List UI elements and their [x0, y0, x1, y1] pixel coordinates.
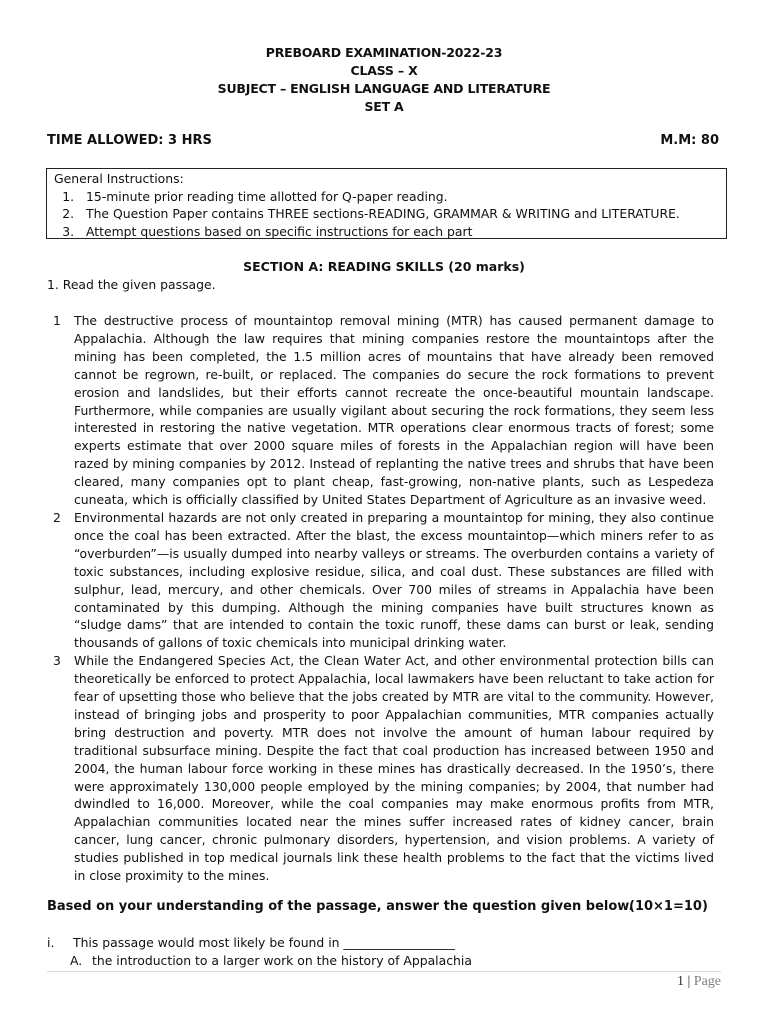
instructions-title: General Instructions: — [54, 171, 184, 186]
question-number: i. — [47, 935, 55, 950]
questions-marks: (10×1=10) — [629, 899, 708, 914]
page-separator: | — [687, 974, 691, 989]
exam-title: PREBOARD EXAMINATION-2022-23 — [265, 45, 503, 60]
paragraph-text: Environmental hazards are not only created in preparing a mountaintop for mining, they also continue once the coal has been extracted. After the blast, the excess mountaintop—which miners refer to as “overburden”—is usually dumped into nearby valleys or streams. The overburden contains a variety of toxic substances, including explosive residue, silica, and coal dust. These substances are filled with sulphur, lead, mercury, and other chemicals. Over 700 miles of streams in Appalachia have been contaminated by this dumping. Although the mining companies have built structures known as “sludge dams” that are intended to contain the toxic runoff, these dams can burst or leak, sending thousands of gallons of toxic chemicals into municipal drinking water. — [74, 509, 714, 651]
option-label: A. — [70, 953, 83, 968]
page-footer — [677, 974, 721, 990]
exam-header — [0, 44, 768, 116]
reading-passage — [47, 312, 714, 885]
instruction-item: 2. The Question Paper contains THREE sections-READING, GRAMMAR & WRITING and LITERATURE. — [78, 205, 726, 223]
paragraph-number: 1 — [53, 313, 61, 328]
paragraph-number: 2 — [53, 509, 61, 525]
option-text: the introduction to a larger work on the history of Appalachia — [92, 953, 472, 968]
passage-paragraph — [47, 652, 714, 885]
passage-paragraph — [47, 509, 714, 652]
page-number: 1 — [676, 974, 684, 989]
questions-heading: Based on your understanding of the passage, answer the question given below. — [47, 899, 634, 914]
general-instructions-box — [46, 168, 727, 239]
instruction-item: 1. 15-minute prior reading time allotted for Q-paper reading. — [78, 188, 726, 206]
set-label: SET A — [364, 99, 404, 114]
section-title: SECTION A: READING SKILLS (20 marks) — [243, 259, 525, 274]
passage-paragraph — [47, 312, 714, 509]
paragraph-number: 3 — [53, 653, 61, 669]
question-option — [70, 953, 472, 968]
instructions-list — [54, 188, 726, 241]
time-allowed: TIME ALLOWED: 3 HRS — [47, 133, 212, 148]
paragraph-text: While the Endangered Species Act, the Clean Water Act, and other environmental protection bills can theoretically be enforced to protect Appalachia, local lawmakers have been reluctant to take action for fear of upsetting those who believe that the jobs created by MTR are vital to the community. However, instead of bringing jobs and prosperity to poor Appalachian communities, MTR companies actually bring destruction and poverty. MTR does not involve the amount of human labour required by traditional subsurface mining. Despite the fact that coal production has increased between 1950 and 2004, the human labour force working in these mines has drastically decreased. In the 1950’s, there were approximately 130,000 people employed by the mining companies; by 2004, that number had dwindled to 16,000. Moreover, while the coal companies may make enormous profits from MTR, Appalachian communities located near the mines suffer increased rates of kidney cancer, brain cancer, lung cancer, chronic pulmonary disorders, hypertension, and vision problems. A variety of studies published in top medical journals link these health problems to the fact that the victims lived in close proximity to the mines. — [74, 653, 714, 884]
subject-label: SUBJECT – ENGLISH LANGUAGE AND LITERATURE — [217, 81, 551, 96]
footer-divider — [47, 971, 721, 972]
paragraph-text: The destructive process of mountaintop removal mining (MTR) has caused permanent damage to Appalachia. Although the law requires that mining companies restore the mountaintops after the mining has been completed, the 1.5 million acres of mountains that have already been removed cannot be regrown, re-built, or replaced. The companies do secure the rock formations to prevent erosion and landslides, but their efforts cannot recreate the once-beautiful mountain landscape. Furthermore, while companies are usually vigilant about securing the rock formations, they seem less interested in restoring the native vegetation. MTR operations clear enormous tracts of forest; some experts estimate that over 2000 square miles of forests in the Appalachian region will have been razed by mining companies by 2012. Instead of replanting the native trees and shrubs that have been cleared, many companies opt to plant cheap, fast-growing, non-native plants, such as Lespedeza cuneata, which is officially classified by United States Department of Agriculture as an invasive weed. — [74, 313, 714, 508]
read-instruction: 1. Read the given passage. — [47, 277, 216, 292]
question-text: This passage would most likely be found in __________________ — [73, 935, 455, 950]
instruction-item: 3. Attempt questions based on specific instructions for each part — [78, 223, 726, 241]
class-label: CLASS – X — [350, 63, 418, 78]
max-marks: M.M: 80 — [660, 133, 719, 148]
page-label: Page — [693, 974, 721, 989]
